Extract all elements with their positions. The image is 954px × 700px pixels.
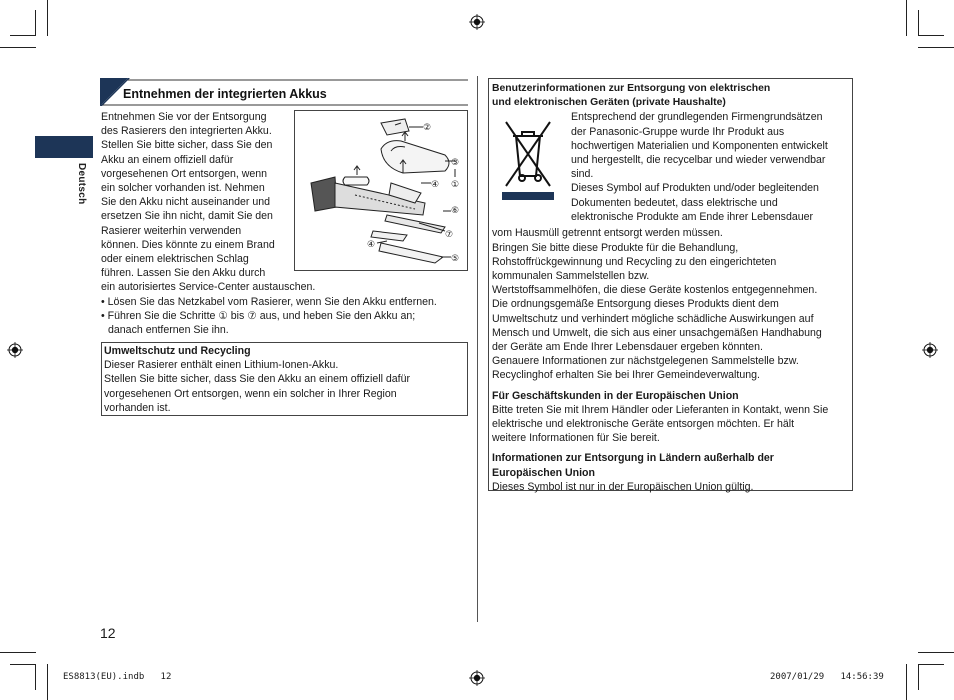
crop-mark <box>35 10 36 36</box>
crop-mark <box>918 652 954 653</box>
symbol-explanation <box>571 110 828 224</box>
text-line: ein autorisiertes Service-Center austauschen. <box>101 281 316 294</box>
registration-mark-icon <box>469 670 485 686</box>
figure-step-label: ⑦ <box>445 230 454 240</box>
text-line: vorgesehenen Ort entsorgen, wenn <box>101 167 268 180</box>
text-line: weitere Informationen für Sie bereit. <box>492 432 660 445</box>
text-line: vorgesehenen Ort entsorgen, wenn ein solcher in Ihrer Region <box>104 387 397 400</box>
text-line: der Panasonic-Gruppe wurde Ihr Produkt aus <box>571 125 785 138</box>
figure-step-label: ③ <box>451 158 460 168</box>
text-line: vorhanden ist. <box>104 401 171 414</box>
text-line: können. Dies könnte zu einem Brand <box>101 238 275 251</box>
crop-mark <box>918 664 919 690</box>
business-title: Für Geschäftskunden in der Europäischen Union <box>492 389 739 402</box>
text-line: sind. <box>571 168 594 181</box>
text-line: Umweltschutz und verhindert mögliche schädliche Auswirkungen auf <box>492 312 814 325</box>
text-line: Dokumenten bedeutet, dass elektrische und <box>571 196 778 209</box>
crop-mark <box>918 664 944 665</box>
text-line: Dieses Symbol ist nur in der Europäischen Union gültig. <box>492 480 754 493</box>
text-line: Bitte treten Sie mit Ihrem Händler oder Lieferanten in Kontakt, wenn Sie <box>492 403 829 416</box>
crop-mark <box>35 664 36 690</box>
registration-mark-icon <box>7 342 23 358</box>
crop-mark <box>906 664 907 700</box>
text-line: elektronische Produkte am Ende ihrer Lebensdauer <box>571 210 814 223</box>
text-line: und hergestellt, die recycelbar und wieder verwendbar <box>571 154 826 167</box>
text-line: Mensch und Umwelt, die sich aus einer unsachgemäßen Handhabung <box>492 326 822 339</box>
disposal-info-box <box>488 78 853 491</box>
text-line: Bringen Sie bitte diese Produkte für die Behandlung, <box>492 241 739 254</box>
text-line: Recyclinghof erhalten Sie bei Ihrer Gemeindeverwaltung. <box>492 369 760 382</box>
text-line: Genauere Informationen zur nächstgelegenen Sammelstelle bzw. <box>492 355 799 368</box>
figure-step-label: ④ <box>431 180 440 190</box>
environment-box-title: Umweltschutz und Recycling <box>104 345 251 357</box>
text-line: oder einem elektrischen Schlag <box>101 253 249 266</box>
text-line: Akku an einem offiziell dafür <box>101 153 234 166</box>
text-line: kommunalen Sammelstellen bzw. <box>492 270 650 283</box>
figure-step-label: ⑥ <box>451 206 460 216</box>
text-line: elektrische und elektronische Geräte entsorgen möchten. Er hält <box>492 418 795 431</box>
text-line: führen. Lassen Sie den Akku durch <box>101 267 266 280</box>
registration-mark-icon <box>922 342 938 358</box>
crop-mark <box>47 664 48 700</box>
crop-mark <box>0 47 36 48</box>
text-line: des Rasierers den integrierten Akku. <box>101 125 272 138</box>
text-line: Entsprechend der grundlegenden Firmengrundsätzen <box>571 111 823 124</box>
text-line: Stellen Sie bitte sicher, dass Sie den Akku an einem offiziell dafür <box>104 373 411 386</box>
crop-mark <box>0 652 36 653</box>
text-line: hochwertigen Materialien und Komponenten entwickelt <box>571 139 828 152</box>
text-line: ein solcher vorhanden ist. Nehmen <box>101 182 265 195</box>
language-label: Deutsch <box>76 163 87 205</box>
crop-mark <box>918 10 919 36</box>
shaver-disassembly-illustration <box>295 111 467 270</box>
environment-box <box>101 342 468 416</box>
text-line: Dieses Symbol auf Produkten und/oder begleitenden <box>571 182 819 195</box>
text-line: Sie den Akku nicht auseinander und <box>101 196 271 209</box>
crop-mark <box>918 47 954 48</box>
crop-mark <box>10 35 36 36</box>
registration-mark-icon <box>469 14 485 30</box>
bullet-item: • Führen Sie die Schritte ① bis ⑦ aus, und heben Sie den Akku an; <box>101 309 416 322</box>
text-line: Rohstoffrückgewinnung und Recycling zu den eingerichteten <box>492 255 777 268</box>
figure-step-label: ② <box>423 123 432 133</box>
text-line: vom Hausmüll getrennt entsorgt werden müssen. <box>492 227 723 240</box>
text-line: Die ordnungsgemäße Entsorgung dieses Produkts dient dem <box>492 298 779 311</box>
text-line: ersetzen Sie ihn nicht, damit Sie den <box>101 210 273 223</box>
disposal-title-line: und elektronischen Geräten (private Haushalte) <box>492 97 726 109</box>
column-divider <box>477 76 478 622</box>
text-line: der Geräte am Ende Ihrer Lebensdauer ergeben könnten. <box>492 341 763 354</box>
footer-timestamp: 2007/01/29 14:56:39 <box>770 672 884 682</box>
text-line: Stellen Sie bitte sicher, dass Sie den <box>101 139 273 152</box>
disassembly-figure <box>294 110 468 271</box>
section-heading: Entnehmen der integrierten Akkus <box>123 87 327 101</box>
crop-mark <box>10 664 36 665</box>
text-line: Dieser Rasierer enthält einen Lithium-Ionen-Akku. <box>104 359 339 372</box>
crossed-out-bin-icon <box>500 114 556 200</box>
language-tab <box>35 136 93 158</box>
text-line: Rasierer weiterhin verwenden <box>101 224 242 237</box>
footer-file: ES8813(EU).indb 12 <box>63 672 172 682</box>
text-line: Wertstoffsammelhöfen, die diese Geräte kostenlos entgegennehmen. <box>492 284 818 297</box>
crop-mark <box>918 35 944 36</box>
text-line: Entnehmen Sie vor der Entsorgung <box>101 111 267 123</box>
page-number: 12 <box>100 625 116 641</box>
disposal-title-line: Benutzerinformationen zur Entsorgung von elektrischen <box>492 83 771 94</box>
outside-eu-title: Europäischen Union <box>492 466 596 479</box>
bullet-item-continued: danach entfernen Sie ihn. <box>108 324 229 337</box>
figure-step-label: ① <box>451 180 460 190</box>
figure-step-label: ④ <box>367 240 376 250</box>
figure-step-label: ⑤ <box>451 254 460 264</box>
crop-mark <box>906 0 907 36</box>
bullet-item: • Lösen Sie das Netzkabel vom Rasierer, wenn Sie den Akku entfernen. <box>101 295 437 308</box>
outside-eu-title: Informationen zur Entsorgung in Ländern außerhalb der <box>492 452 774 465</box>
crop-mark <box>47 0 48 36</box>
